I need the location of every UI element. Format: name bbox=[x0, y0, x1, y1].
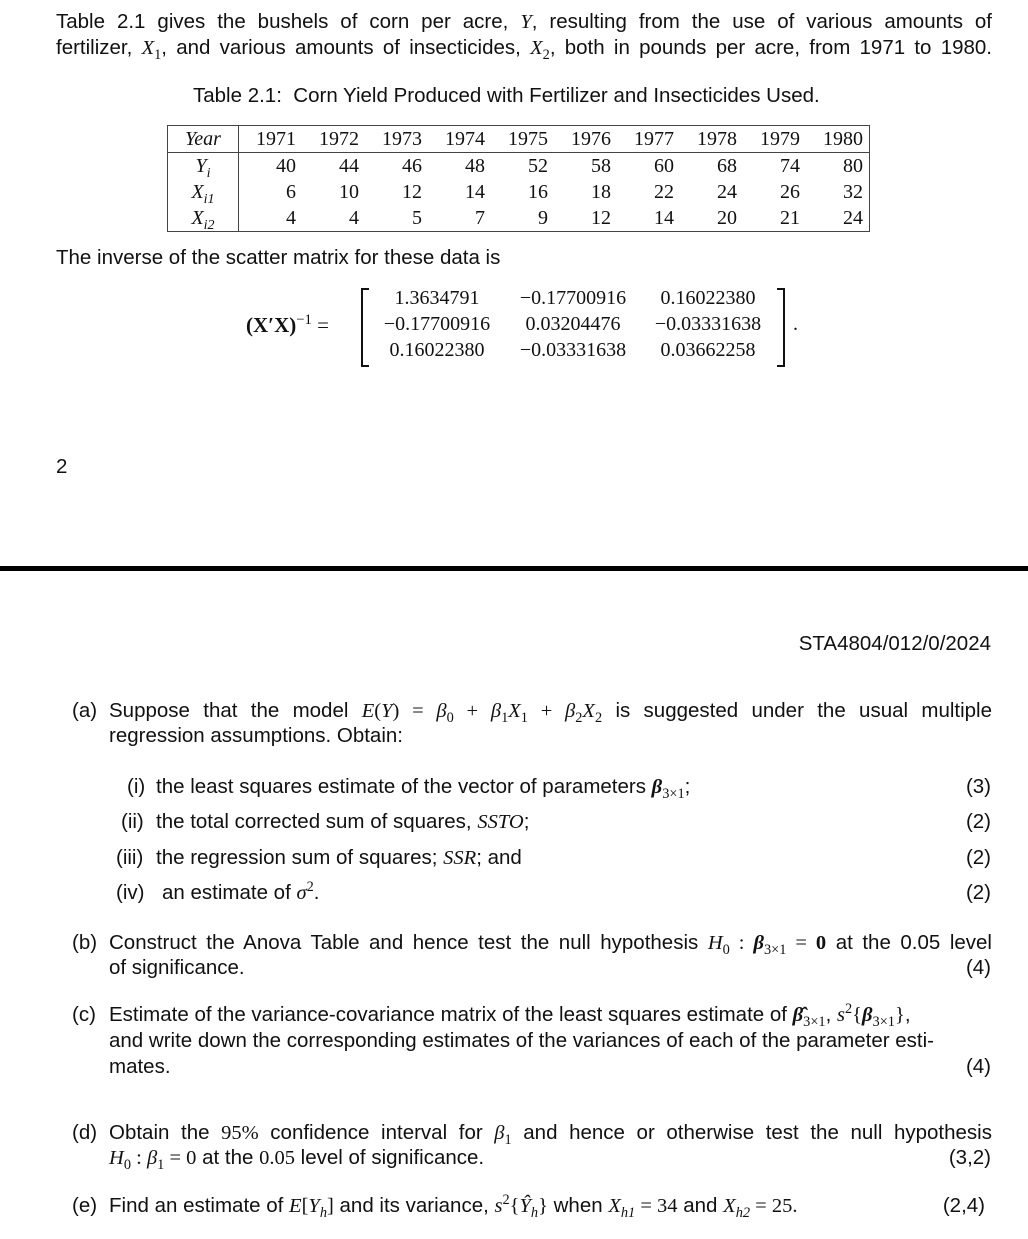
page-divider bbox=[0, 566, 1028, 571]
question-a-line-2: regression assumptions. Obtain: bbox=[109, 724, 403, 747]
table-row: $Y_i$ 40 44 46 48 52 58 60 68 74 80 bbox=[168, 153, 870, 180]
item-iii-text: the regression sum of squares; SSR; and bbox=[156, 846, 522, 869]
question-c-line-3: mates. bbox=[109, 1055, 171, 1078]
item-iii-marks: (2) bbox=[965, 846, 991, 869]
page-number: 2 bbox=[56, 455, 68, 478]
inverse-text: The inverse of the scatter matrix for these data is bbox=[56, 246, 501, 269]
intro-line-1: Table 2.1 gives the bushels of corn per acre, Y, resulting from the use of various amounts of bbox=[56, 10, 992, 33]
table-caption: Table 2.1: Corn Yield Produced with Fertilizer and Insecticides Used. bbox=[193, 84, 820, 107]
matrix-lhs: $(X'X)^{-1}$ = bbox=[246, 312, 329, 337]
item-iv-label: (iv) bbox=[116, 881, 145, 904]
question-a-line-1: Suppose that the model $E(Y) = \beta_0 + \beta_1X_1 + \beta_2X_2$ is suggested under the usual multiple bbox=[109, 699, 993, 727]
matrix-cell: −0.17700916 bbox=[383, 313, 491, 335]
item-i-text: the least squares estimate of the vector of parameters $\beta_{3\times 1}$; bbox=[156, 775, 691, 803]
matrix-cell: −0.03331638 bbox=[654, 313, 762, 335]
doc-code: STA4804/012/0/2024 bbox=[798, 632, 991, 655]
question-c-label: (c) bbox=[72, 1003, 96, 1026]
question-b-line-1: Construct the Anova Table and hence test the null hypothesis $H_0$ : $\beta_{3\times 1} = 0$ at the 0.05 level bbox=[109, 931, 992, 959]
matrix-cell: −0.03331638 bbox=[519, 339, 627, 361]
table-row: Year 1971 1972 1973 1974 1975 1976 1977 1978 1979 1980 bbox=[168, 126, 870, 153]
question-d-marks: (3,2) bbox=[948, 1146, 991, 1169]
question-e-label: (e) bbox=[72, 1194, 98, 1217]
question-a-label: (a) bbox=[72, 699, 98, 722]
question-c-line-1: Estimate of the variance-covariance matrix of the least squares estimate of $\betâ_{3\times 1}$, $s^2\{\beta_{3\times 1}\}$, bbox=[109, 1001, 911, 1031]
math-Y: Y bbox=[520, 11, 532, 33]
matrix-cell: −0.17700916 bbox=[519, 287, 627, 309]
item-i-marks: (3) bbox=[965, 775, 991, 798]
question-b-marks: (4) bbox=[965, 956, 991, 979]
table-row: $X_{i2}$ 4 4 5 7 9 12 14 20 21 24 bbox=[168, 205, 870, 232]
question-c-marks: (4) bbox=[965, 1055, 991, 1078]
matrix-cell: 1.3634791 bbox=[394, 287, 480, 309]
question-d-line-2: $H_0$ : $\beta_1 = 0$ at the 0.05 level of significance. bbox=[109, 1146, 485, 1174]
matrix-cell: 0.03662258 bbox=[660, 339, 756, 361]
item-ii-label: (ii) bbox=[121, 810, 144, 833]
inverse-matrix bbox=[0, 0, 1028, 400]
question-e-text: Find an estimate of $E[Y_h]$ and its variance, $s^2\{Ŷ_h\}$ when $X_{h1} = 34$ and $X_{h2} = 25$. bbox=[109, 1192, 798, 1222]
intro-line-2: fertilizer, $X_1$, and various amounts of insecticides, $X_2$, both in pounds per acre, from 1971 to 1980. bbox=[56, 36, 992, 64]
row-label-yi: $Y_i$ bbox=[168, 153, 239, 180]
question-b-line-2: of significance. bbox=[109, 956, 245, 979]
question-e-marks: (2,4) bbox=[942, 1194, 985, 1217]
question-b-label: (b) bbox=[72, 931, 98, 954]
item-iii-label: (iii) bbox=[116, 846, 144, 869]
item-iv-text: an estimate of $\sigma^2$. bbox=[162, 879, 320, 904]
question-c-line-2: and write down the corresponding estimates of the variances of each of the parameter esti- bbox=[109, 1029, 935, 1052]
item-ii-text: the total corrected sum of squares, SSTO; bbox=[156, 810, 530, 833]
matrix-cell: 0.16022380 bbox=[660, 287, 756, 309]
row-label-xi2: $X_{i2}$ bbox=[168, 205, 239, 232]
matrix-cell: 0.16022380 bbox=[389, 339, 485, 361]
table-row: $X_{i1}$ 6 10 12 14 16 18 22 24 26 32 bbox=[168, 179, 870, 205]
matrix-cell: 0.03204476 bbox=[525, 313, 621, 335]
matrix-period: . bbox=[793, 313, 798, 335]
question-d-line-1: Obtain the 95% confidence interval for $\beta_1$ and hence or otherwise test the null hypothesis bbox=[109, 1121, 992, 1149]
header-year: Year bbox=[168, 126, 239, 153]
question-d-label: (d) bbox=[72, 1121, 98, 1144]
item-iv-marks: (2) bbox=[965, 881, 991, 904]
item-i-label: (i) bbox=[127, 775, 146, 798]
item-ii-marks: (2) bbox=[965, 810, 991, 833]
row-label-xi1: $X_{i1}$ bbox=[168, 179, 239, 205]
matrix-right-bracket bbox=[777, 288, 785, 367]
